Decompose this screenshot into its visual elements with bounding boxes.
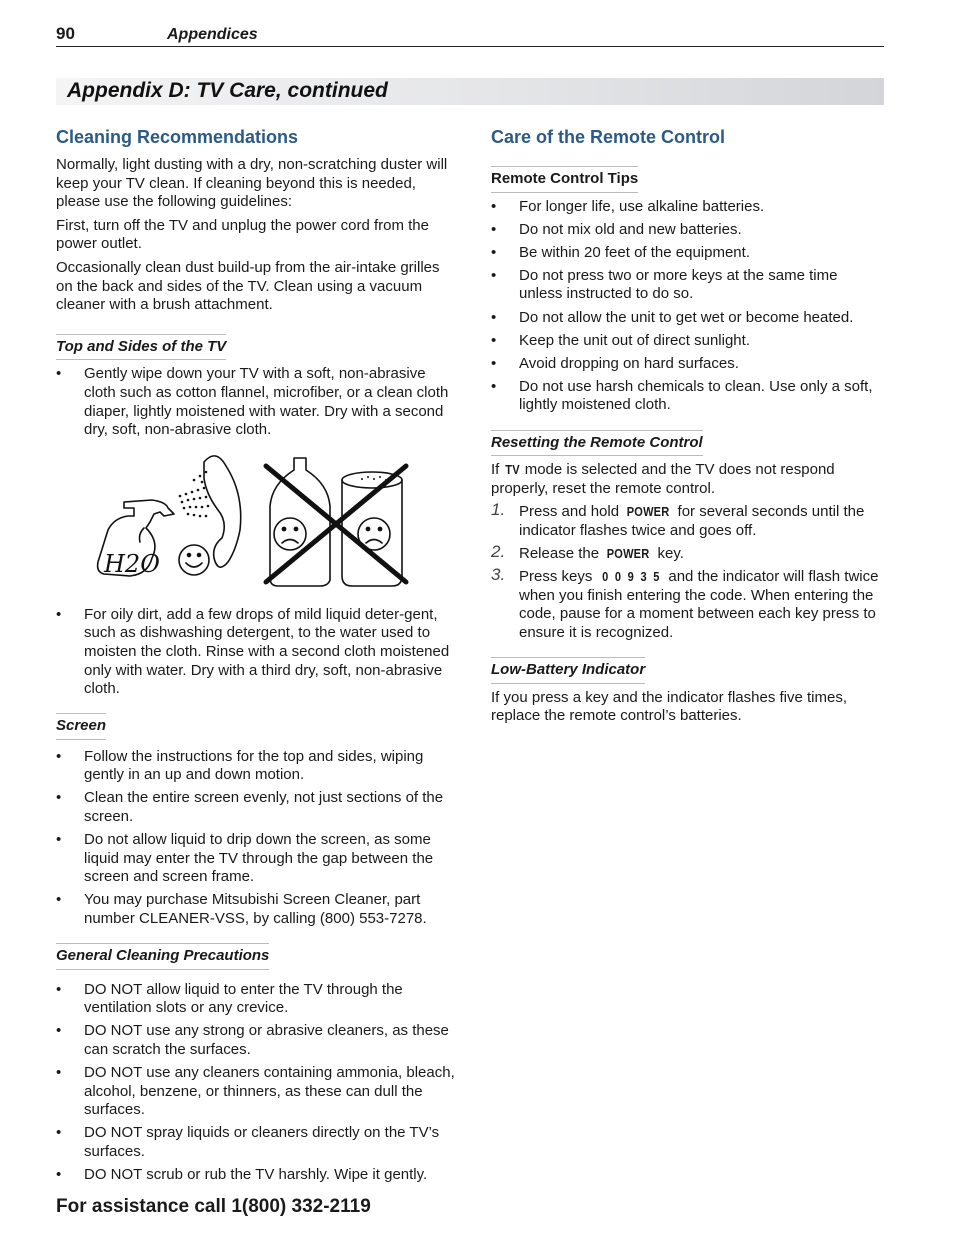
cleaning-heading: Cleaning Recommendations <box>56 127 299 147</box>
list-item: • Be within 20 feet of the equipment. <box>491 244 884 263</box>
assistance-footer: For assistance call 1(800) 332-2119 <box>56 1196 371 1217</box>
water-label: H2O <box>104 549 160 578</box>
list-item: • Avoid dropping on hard surfaces. <box>491 355 884 374</box>
remote-tips-subheading: Remote Control Tips <box>491 166 638 193</box>
list-item: • Do not mix old and new batteries. <box>491 221 884 240</box>
remote-care-heading: Care of the Remote Control <box>491 127 726 147</box>
prohibited-x-icon <box>266 466 406 582</box>
cleaning-illustration <box>94 450 414 590</box>
page-title: Appendix D: TV Care, continued <box>67 79 388 102</box>
page-header <box>56 24 884 47</box>
page-number: 90 <box>56 24 75 43</box>
list-item: • For longer life, use alkaline batteries. <box>491 198 884 217</box>
list-item: • Follow the instructions for the top and sides, wiping gently in an up and down motion. <box>56 748 456 785</box>
section-name: Appendices <box>167 26 258 43</box>
power-key-label: POWER <box>606 546 650 561</box>
list-item: • For oily dirt, add a few drops of mild liquid deter-gent, such as dishwashing detergent, to the water used to moisten the cloth. Rinse with a second cloth moistened only with water. Dry with a third dry, soft, non-abrasive cloth. <box>56 606 456 699</box>
screen-list <box>56 748 456 929</box>
list-item: • You may purchase Mitsubishi Screen Cleaner, part number CLEANER-VSS, by calling (800) 553-7278. <box>56 891 456 928</box>
list-item: • Do not use harsh chemicals to clean. Use only a soft, lightly moistened cloth. <box>491 378 884 415</box>
list-item: • DO NOT allow liquid to enter the TV through the ventilation slots or any crevice. <box>56 981 456 1018</box>
code-key-label: 0 0 9 3 5 <box>601 569 660 585</box>
list-item: • Do not press two or more keys at the same time unless instructed to do so. <box>491 267 884 304</box>
cloth-icon <box>204 456 241 567</box>
screen-subheading: Screen <box>56 713 106 740</box>
step-item: 2. Release the POWER key. <box>491 542 684 562</box>
smiley-face-icon <box>179 545 209 575</box>
low-battery-subheading: Low-Battery Indicator <box>491 657 645 684</box>
list-item: • DO NOT use any strong or abrasive cleaners, as these can scratch the surfaces. <box>56 1022 456 1059</box>
tv-key-label: TV <box>504 462 520 478</box>
power-key-label: POWER <box>626 504 670 520</box>
precautions-subheading: General Cleaning Precautions <box>56 943 269 970</box>
right-column <box>491 126 884 731</box>
step-item: 3. Press keys 0 0 9 3 5 and the indicator will flash twice when you finish entering the code. When entering the code, pause for a moment between each key press to ensure it is recognized. <box>491 565 879 641</box>
intro-paragraph: Occasionally clean dust build-up from the air-intake grilles on the back and sides of the TV. Clean using a vacuum cleaner with a brush attachment. <box>56 258 440 314</box>
reset-intro: If TV mode is selected and the TV does not respond properly, reset the remote control. <box>491 461 835 497</box>
step-item: 1. Press and hold POWER for several seconds until the indicator flashes twice and goes off. <box>491 500 865 539</box>
intro-paragraph: Normally, light dusting with a dry, non-scratching duster will keep your TV clean. If cleaning beyond this is needed, please use the following guidelines: <box>56 156 448 211</box>
reset-steps <box>491 500 884 642</box>
left-column <box>56 126 456 1189</box>
appendix-banner <box>56 78 884 105</box>
low-battery-text: If you press a key and the indicator flashes five times, replace the remote control’s batteries. <box>491 688 848 725</box>
list-item: • Gently wipe down your TV with a soft, non-abrasive cloth such as cotton flannel, microfiber, or a clean cloth diaper, lightly moistened with water. Dry with a second dry, soft, non-abrasive cloth. <box>56 365 456 439</box>
remote-tips-list <box>491 198 884 415</box>
list-item: • Clean the entire screen evenly, not just sections of the screen. <box>56 789 456 826</box>
list-item: • DO NOT spray liquids or cleaners directly on the TV’s surfaces. <box>56 1124 456 1161</box>
list-item: • DO NOT scrub or rub the TV harshly. Wipe it gently. <box>56 1166 456 1185</box>
cleaning-illustration-svg <box>94 450 414 590</box>
list-item: • DO NOT use any cleaners containing ammonia, bleach, alcohol, benzene, or thinners, as these can dull the surfaces. <box>56 1064 456 1120</box>
top-sides-list <box>56 365 456 439</box>
reset-remote-subheading: Resetting the Remote Control <box>491 430 703 457</box>
list-item: • Do not allow liquid to drip down the screen, as some liquid may enter the TV through the gap between the screen and screen frame. <box>56 831 456 887</box>
top-sides-subheading: Top and Sides of the TV <box>56 334 226 361</box>
precautions-list <box>56 981 456 1185</box>
list-item: • Keep the unit out of direct sunlight. <box>491 332 884 351</box>
intro-paragraph: First, turn off the TV and unplug the power cord from the power outlet. <box>56 216 429 253</box>
list-item: • Do not allow the unit to get wet or become heated. <box>491 309 884 328</box>
top-sides-list-continued <box>56 606 456 699</box>
